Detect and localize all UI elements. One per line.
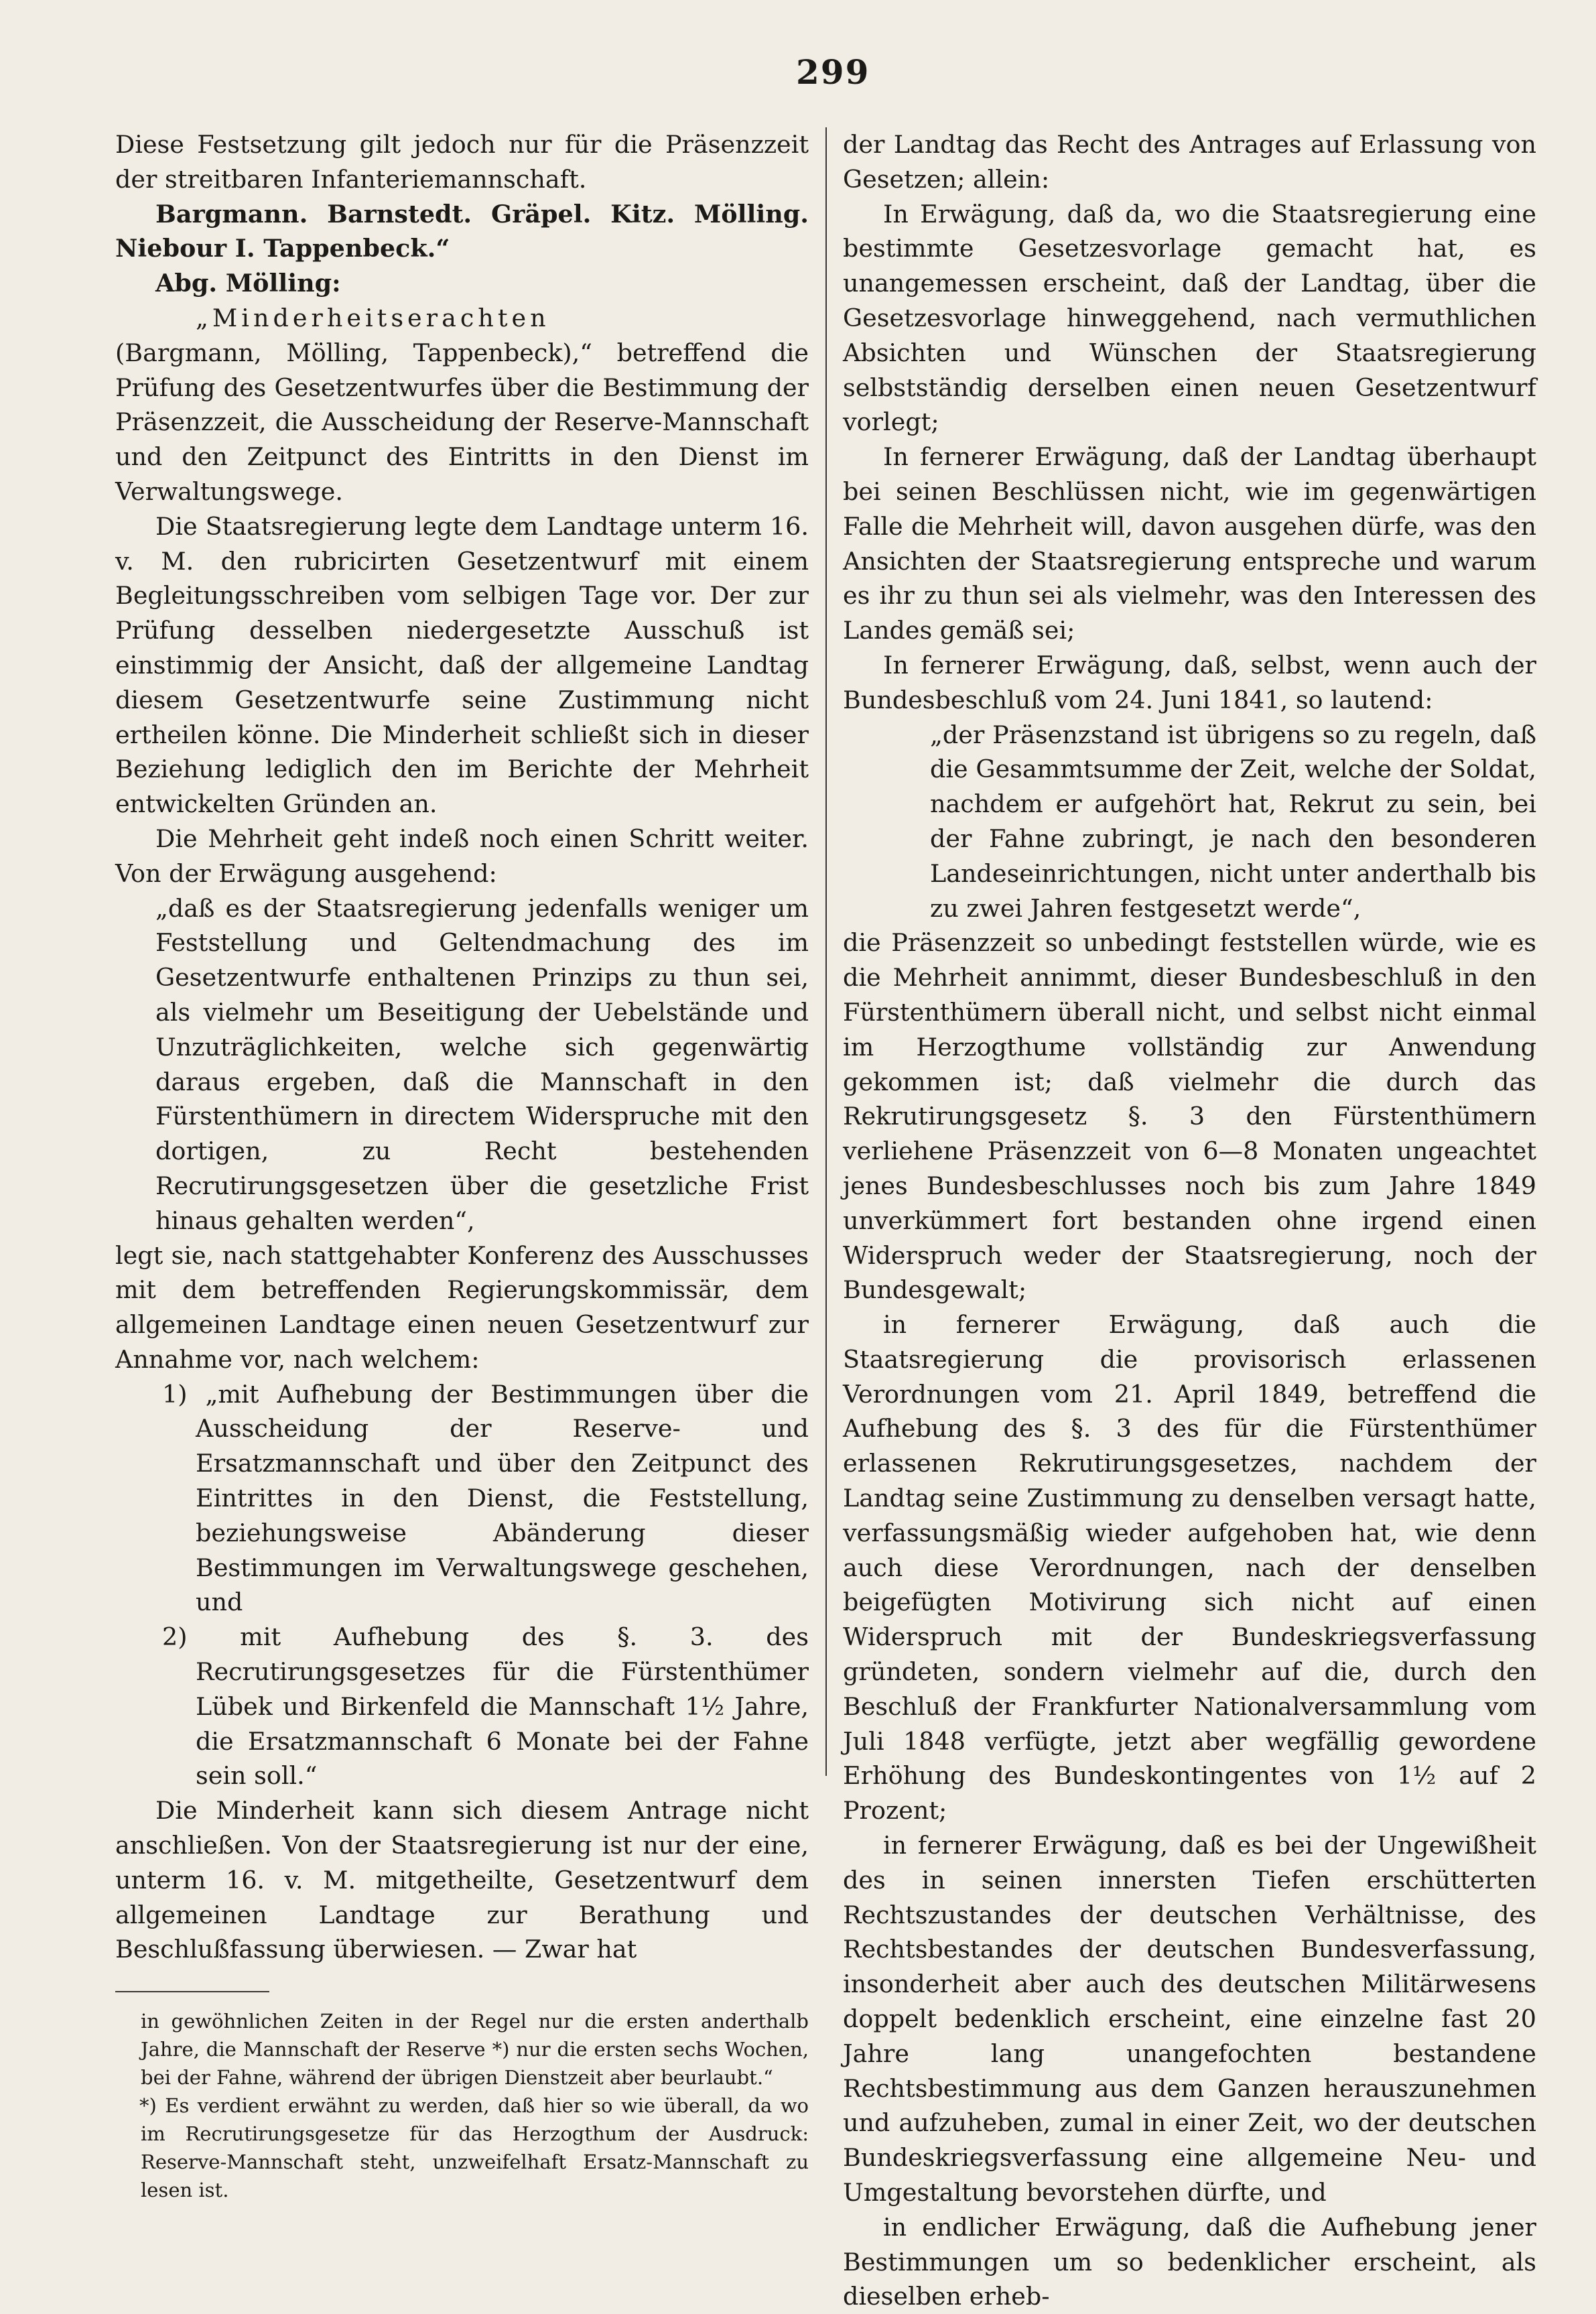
paragraph-erwaegung-final: in endlicher Erwägung, daß die Aufhebung jener Bestimmungen um so bedenklicher erscheint, als dieselben erheb- [843,2212,1536,2311]
paragraph-erwaegung-3: In fernerer Erwägung, daß, selbst, wenn auch der Bundesbeschluß vom 24. Juni 1841, so lautend: [843,650,1536,714]
list-item-2: 2) mit Aufhebung des §. 3. des Recrutirungsgesetzes für die Fürstenthümer Lübek und Birkenfeld die Mannschaft 1½ Jahre, die Ersatzmannschaft 6 Monate bei der Fahne sein soll.“ [162,1622,809,1791]
paragraph-antrag: der Landtag das Recht des Antrages auf Erlassung von Gesetzen; allein: [843,130,1536,194]
paragraph-erwaegung-5: in fernerer Erwägung, daß es bei der Ungewißheit des in seinen innersten Tiefen erschütterten Rechtszustandes der deutschen Verhältnisse, des Rechtsbestandes der deutschen Bundesverfassung, insonderheit aber auch des deutschen Militärwesens doppelt bedenklich erscheint, eine einzelne fast 20 Jahre lang unangefochten bestandene Rechtsbestimmung aus dem Ganzen herauszunehmen und aufzuheben, zumal in einer Zeit, wo der deutschen Bundeskriegsverfassung eine allgemeine Neu- und Umgestaltung bevorstehen dürfte, und [843,1831,1536,2207]
report-subject: (Bargmann, Mölling, Tappenbeck),“ betreffend die Prüfung des Gesetzentwurfes über die Bestimmung der Präsenzzeit, die Ausscheidung der Reserve-Mannschaft und den Zeitpunct des Eintritts in den Dienst im Verwaltungswege. [115,338,809,506]
report-title: „Minderheitserachten [196,303,550,332]
left-column [115,127,809,2204]
quote-erwaegung: „daß es der Staatsregierung jedenfalls weniger um Feststellung und Geltendmachung des im Gesetzentwurfe enthaltenen Prinzips zu thun sei, als vielmehr um Beseitigung der Uebelstände und Unzuträglichkeiten, welche sich gegenwärtig daraus ergeben, daß die Mannschaft in den Fürstenthümern in directem Widerspruche mit den dortigen, zu Recht bestehenden Recrutirungsgesetzen über die gesetzliche Frist hinaus gehalten werden“, [155,893,809,1235]
paragraph-mehrheit: Die Mehrheit geht indeß noch einen Schritt weiter. Von der Erwägung ausgehend: [115,824,809,888]
quote-bundesbeschluss: „der Präsenzstand ist übrigens so zu regeln, daß die Gesammtsumme der Zeit, welche der Soldat, nachdem er aufgehört hat, Rekrut zu sein, bei der Fahne zubringt, je nach den besonderen Landeseinrichtungen, nicht unter anderthalb bis zu zwei Jahren festgesetzt werde“, [930,720,1536,923]
paragraph-festsetzung: Diese Festsetzung gilt jedoch nur für die Präsenzzeit der streitbaren Infanteriemannschaft. [115,130,809,194]
paragraph-erwaegung-1: In Erwägung, daß da, wo die Staatsregierung eine bestimmte Gesetzesvorlage gemacht hat, es unangemessen erscheint, daß der Landtag, über die Gesetzesvorlage hinweggehend, nach vermuthlichen Absichten und Wünschen der Staatsregierung selbstständig derselben einen neuen Gesetzentwurf vorlegt; [843,199,1536,437]
paragraph-erwaegung-4: in fernerer Erwägung, daß auch die Staatsregierung die provisorisch erlassenen Verordnungen vom 21. April 1849, betreffend die Aufhebung des §. 3 des für die Fürstenthümer erlassenen Rekrutirungsgesetzes, nachdem der Landtag seine Zustimmung zu denselben versagt hatte, verfassungsmäßig wieder aufgehoben hat, wie denn auch diese Verordnungen, nach der denselben beigefügten Motivirung sich nicht auf einen Widerspruch mit der Bundeskriegsverfassung gründeten, sondern vielmehr auf die, durch den Beschluß der Frankfurter Nationalversammlung vom Juli 1848 verfügte, jetzt aber wegfällig gewordene Erhöhung des Bundeskontingentes von 1½ auf 2 Prozent; [843,1310,1536,1825]
paragraph-konferenz: legt sie, nach stattgehabter Konferenz des Ausschusses mit dem betreffenden Regierungskommissär, dem allgemeinen Landtage einen neuen Gesetzentwurf zur Annahme vor, nach welchem: [115,1240,809,1374]
column-divider [825,127,827,1776]
page-number: 299 [796,52,870,92]
paragraph-staatsregierung: Die Staatsregierung legte dem Landtage unterm 16. v. M. den rubricirten Gesetzentwurf mit einem Begleitungsschreiben vom selbigen Tage vor. Der zur Prüfung desselben niedergesetzte Ausschuß ist einstimmig der Ansicht, daß der allgemeine Landtag diesem Gesetzentwurfe seine Zustimmung nicht ertheilen könne. Die Minderheit schließt sich in dieser Beziehung lediglich den im Berichte der Mehrheit entwickelten Gründen an. [115,511,809,819]
right-column [843,127,1536,2314]
paragraph-minderheit: Die Minderheit kann sich diesem Antrage nicht anschließen. Von der Staatsregierung ist nur der eine, unterm 16. v. M. mitgetheilte, Gesetzentwurf dem allgemeinen Landtage zur Berathung und Beschlußfassung überwiesen. — Zwar hat [115,1796,809,1964]
signatories: Bargmann. Barnstedt. Gräpel. Kitz. Mölling. Niebour I. Tappenbeck.“ [115,199,809,263]
footnote-continuation: in gewöhnlichen Zeiten in der Regel nur die ersten anderthalb Jahre, die Mannschaft der Reserve *) nur die ersten sechs Wochen, bei der Fahne, während der übrigen Dienstzeit aber beurlaubt.“ [141,2010,809,2090]
list-item-1: 1) „mit Aufhebung der Bestimmungen über die Ausscheidung der Reserve- und Ersatzmannschaft und über den Zeitpunct des Eintrittes in den Dienst, die Feststellung, beziehungsweise Abänderung dieser Bestimmungen im Verwaltungswege geschehen, und [162,1379,809,1617]
footnote-star: *) Es verdient erwähnt zu werden, daß hier so wie überall, da wo im Recrutirungsgesetze für das Herzogthum der Ausdruck: Reserve-Mannschaft steht, unzweifelhaft Ersatz-Mannschaft zu lesen ist. [139,2094,809,2202]
paragraph-praesenzzeit: die Präsenzzeit so unbedingt feststellen würde, wie es die Mehrheit annimmt, dieser Bundesbeschluß in den Fürstenthümern überall nicht, und selbst nicht einmal im Herzogthume vollständig zur Anwendung gekommen ist; daß vielmehr die durch das Rekrutirungsgesetz §. 3 den Fürstenthümern verliehene Präsenzzeit von 6—8 Monaten ungeachtet jenes Bundesbeschlusses noch bis zum Jahre 1849 unverkümmert fort bestanden ohne irgend einen Widerspruch weder der Staatsregierung, noch der Bundesgewalt; [843,928,1536,1305]
speaker-heading: Abg. Mölling: [155,269,341,298]
footnote-divider [115,1991,269,1992]
footnotes [115,2007,809,2204]
paragraph-erwaegung-2: In fernerer Erwägung, daß der Landtag überhaupt bei seinen Beschlüssen nicht, wie im gegenwärtigen Falle die Mehrheit will, davon ausgehen dürfe, was den Ansichten der Staatsregierung entspreche und warum es ihr zu thun sei als vielmehr, was den Interessen des Landes gemäß sei; [843,442,1536,645]
